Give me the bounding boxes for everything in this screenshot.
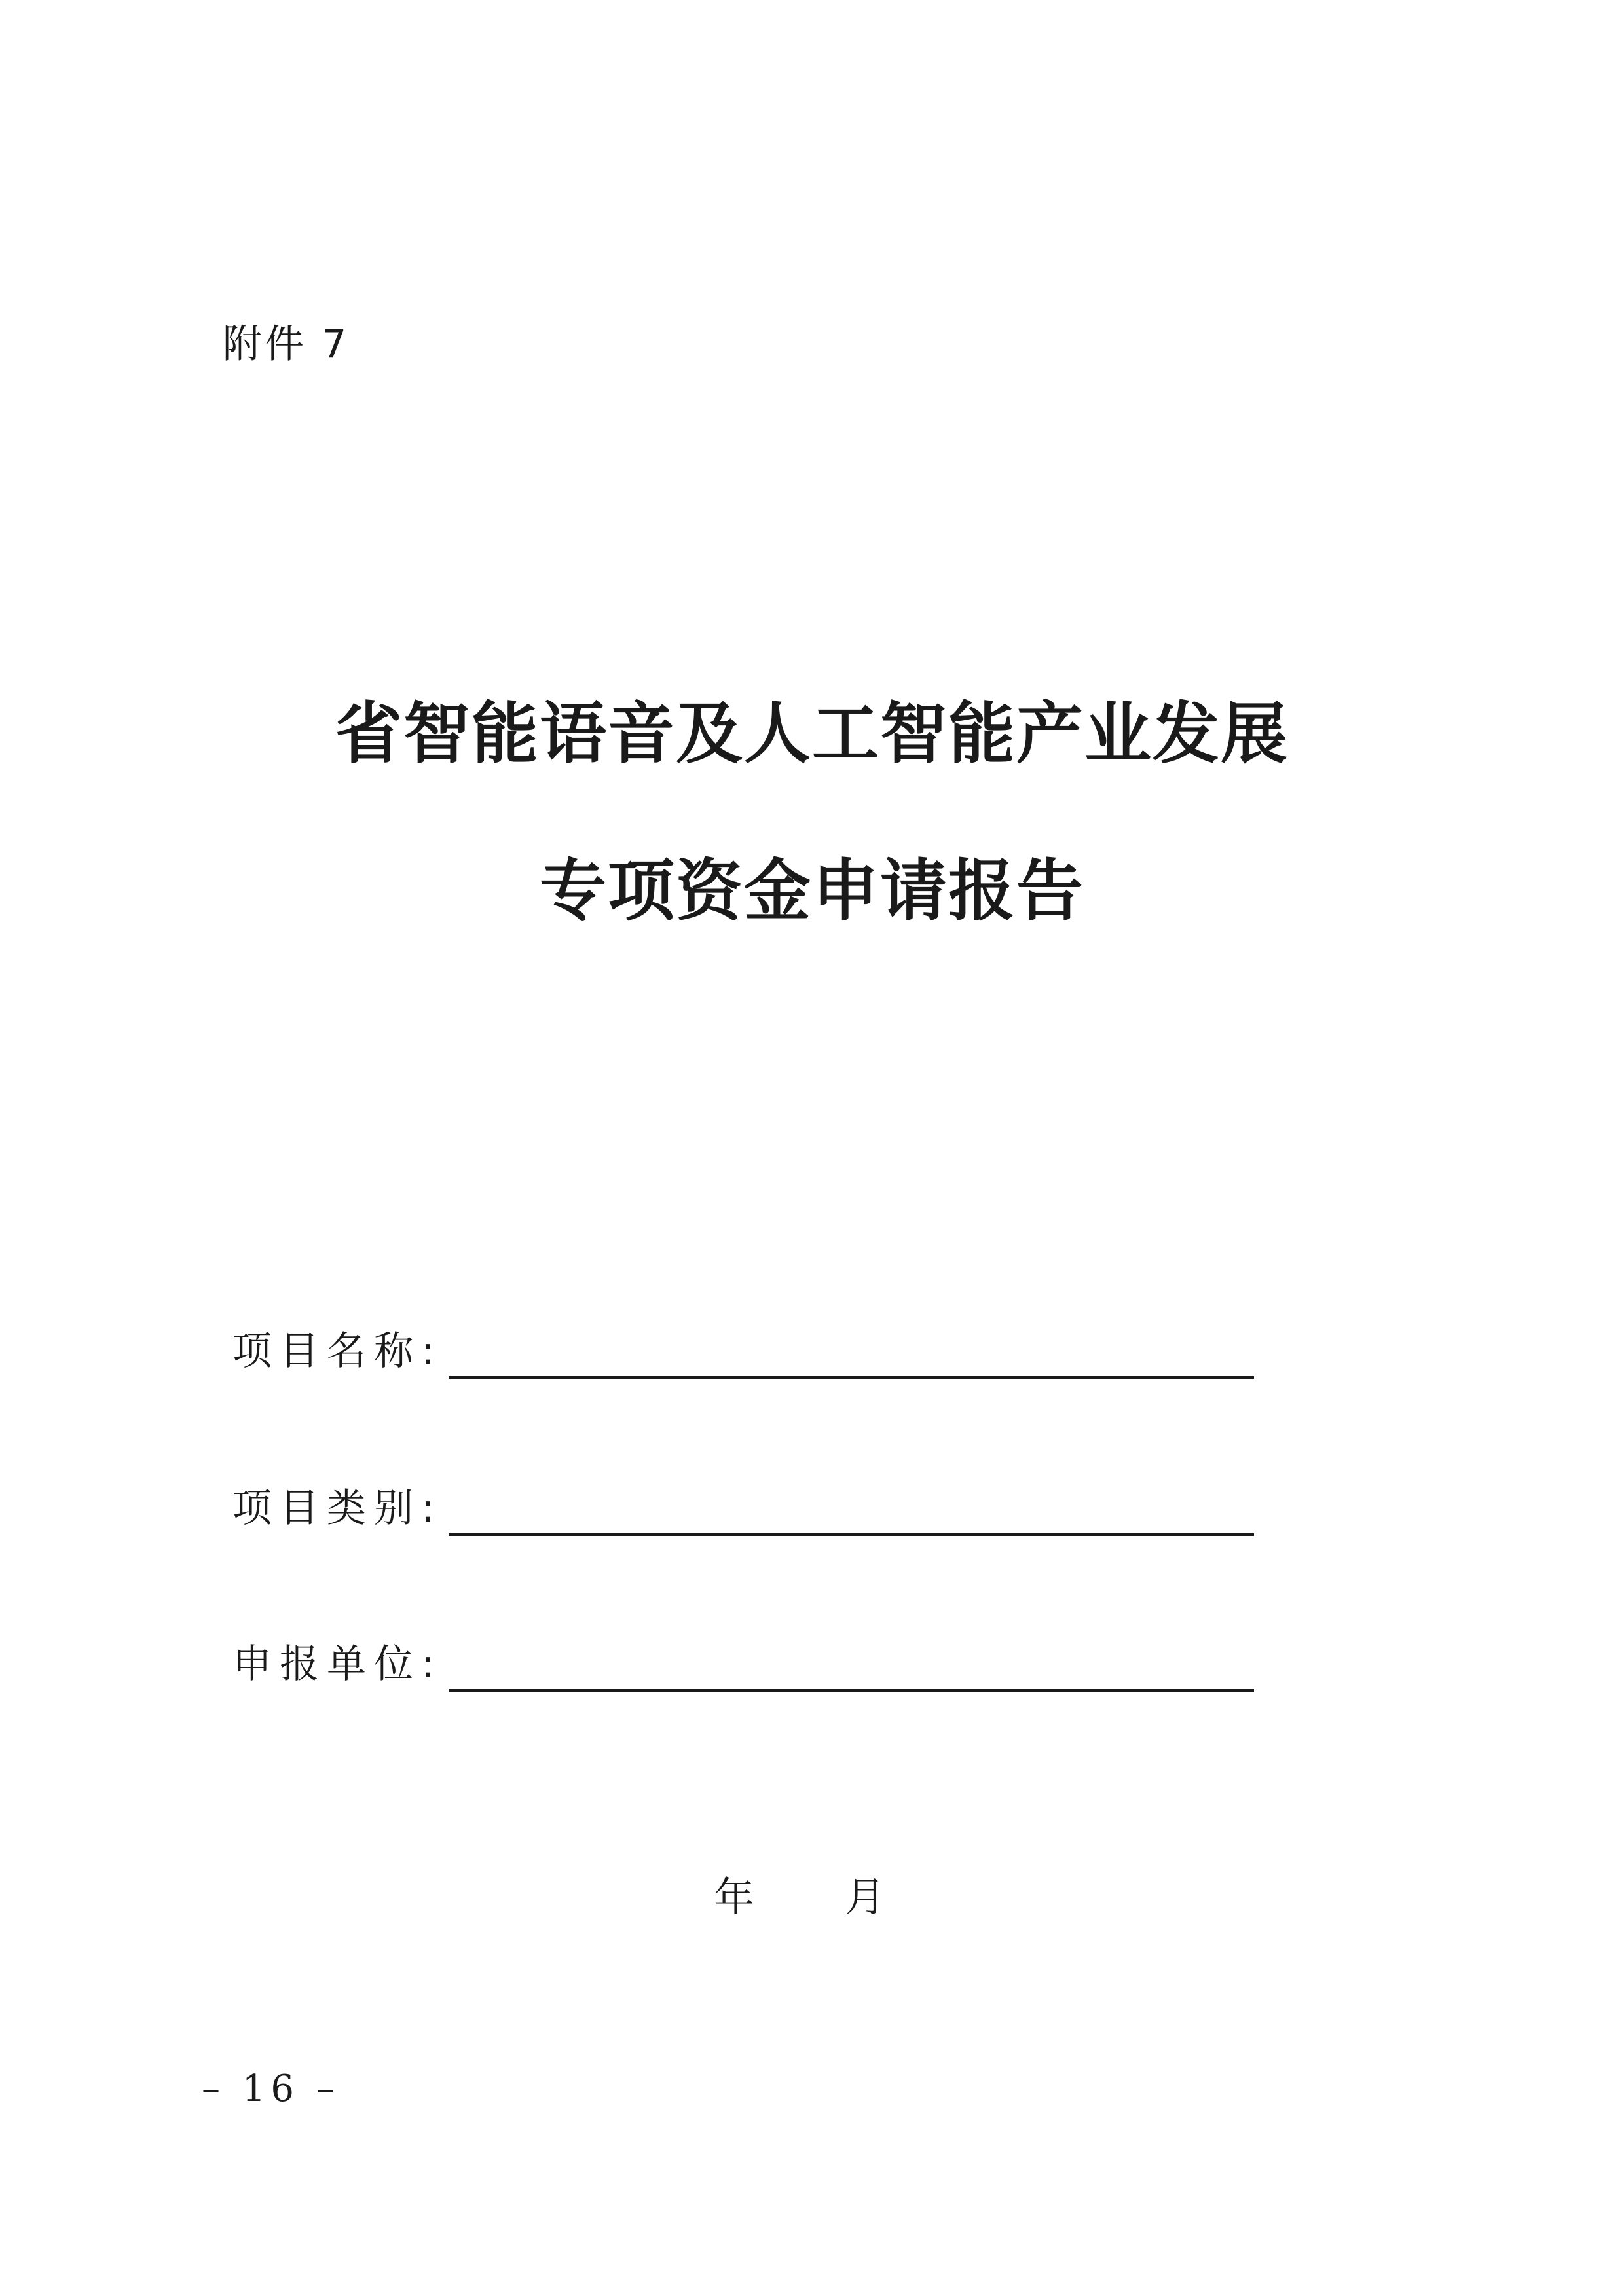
project-name-field — [232, 1320, 1254, 1385]
date-month-label: 月 — [845, 1873, 886, 1921]
applicant-unit-blank-line — [449, 1689, 1254, 1692]
project-category-field — [232, 1477, 1254, 1542]
date-year-label: 年 — [714, 1873, 755, 1921]
applicant-unit-label: 申报单位: — [232, 1641, 443, 1687]
page-number: – 16 – — [202, 2068, 340, 2110]
document-title-line-1: 省智能语音及人工智能产业发展 — [335, 695, 1289, 773]
applicant-unit-field — [232, 1633, 1254, 1698]
attachment-label: 附件 7 — [223, 321, 350, 367]
project-category-blank-line — [449, 1533, 1254, 1536]
document-title-line-2: 专项资金申请报告 — [540, 852, 1084, 930]
project-category-label: 项目类别: — [232, 1485, 443, 1531]
project-name-blank-line — [449, 1376, 1254, 1379]
project-name-label: 项目名称: — [232, 1328, 443, 1374]
